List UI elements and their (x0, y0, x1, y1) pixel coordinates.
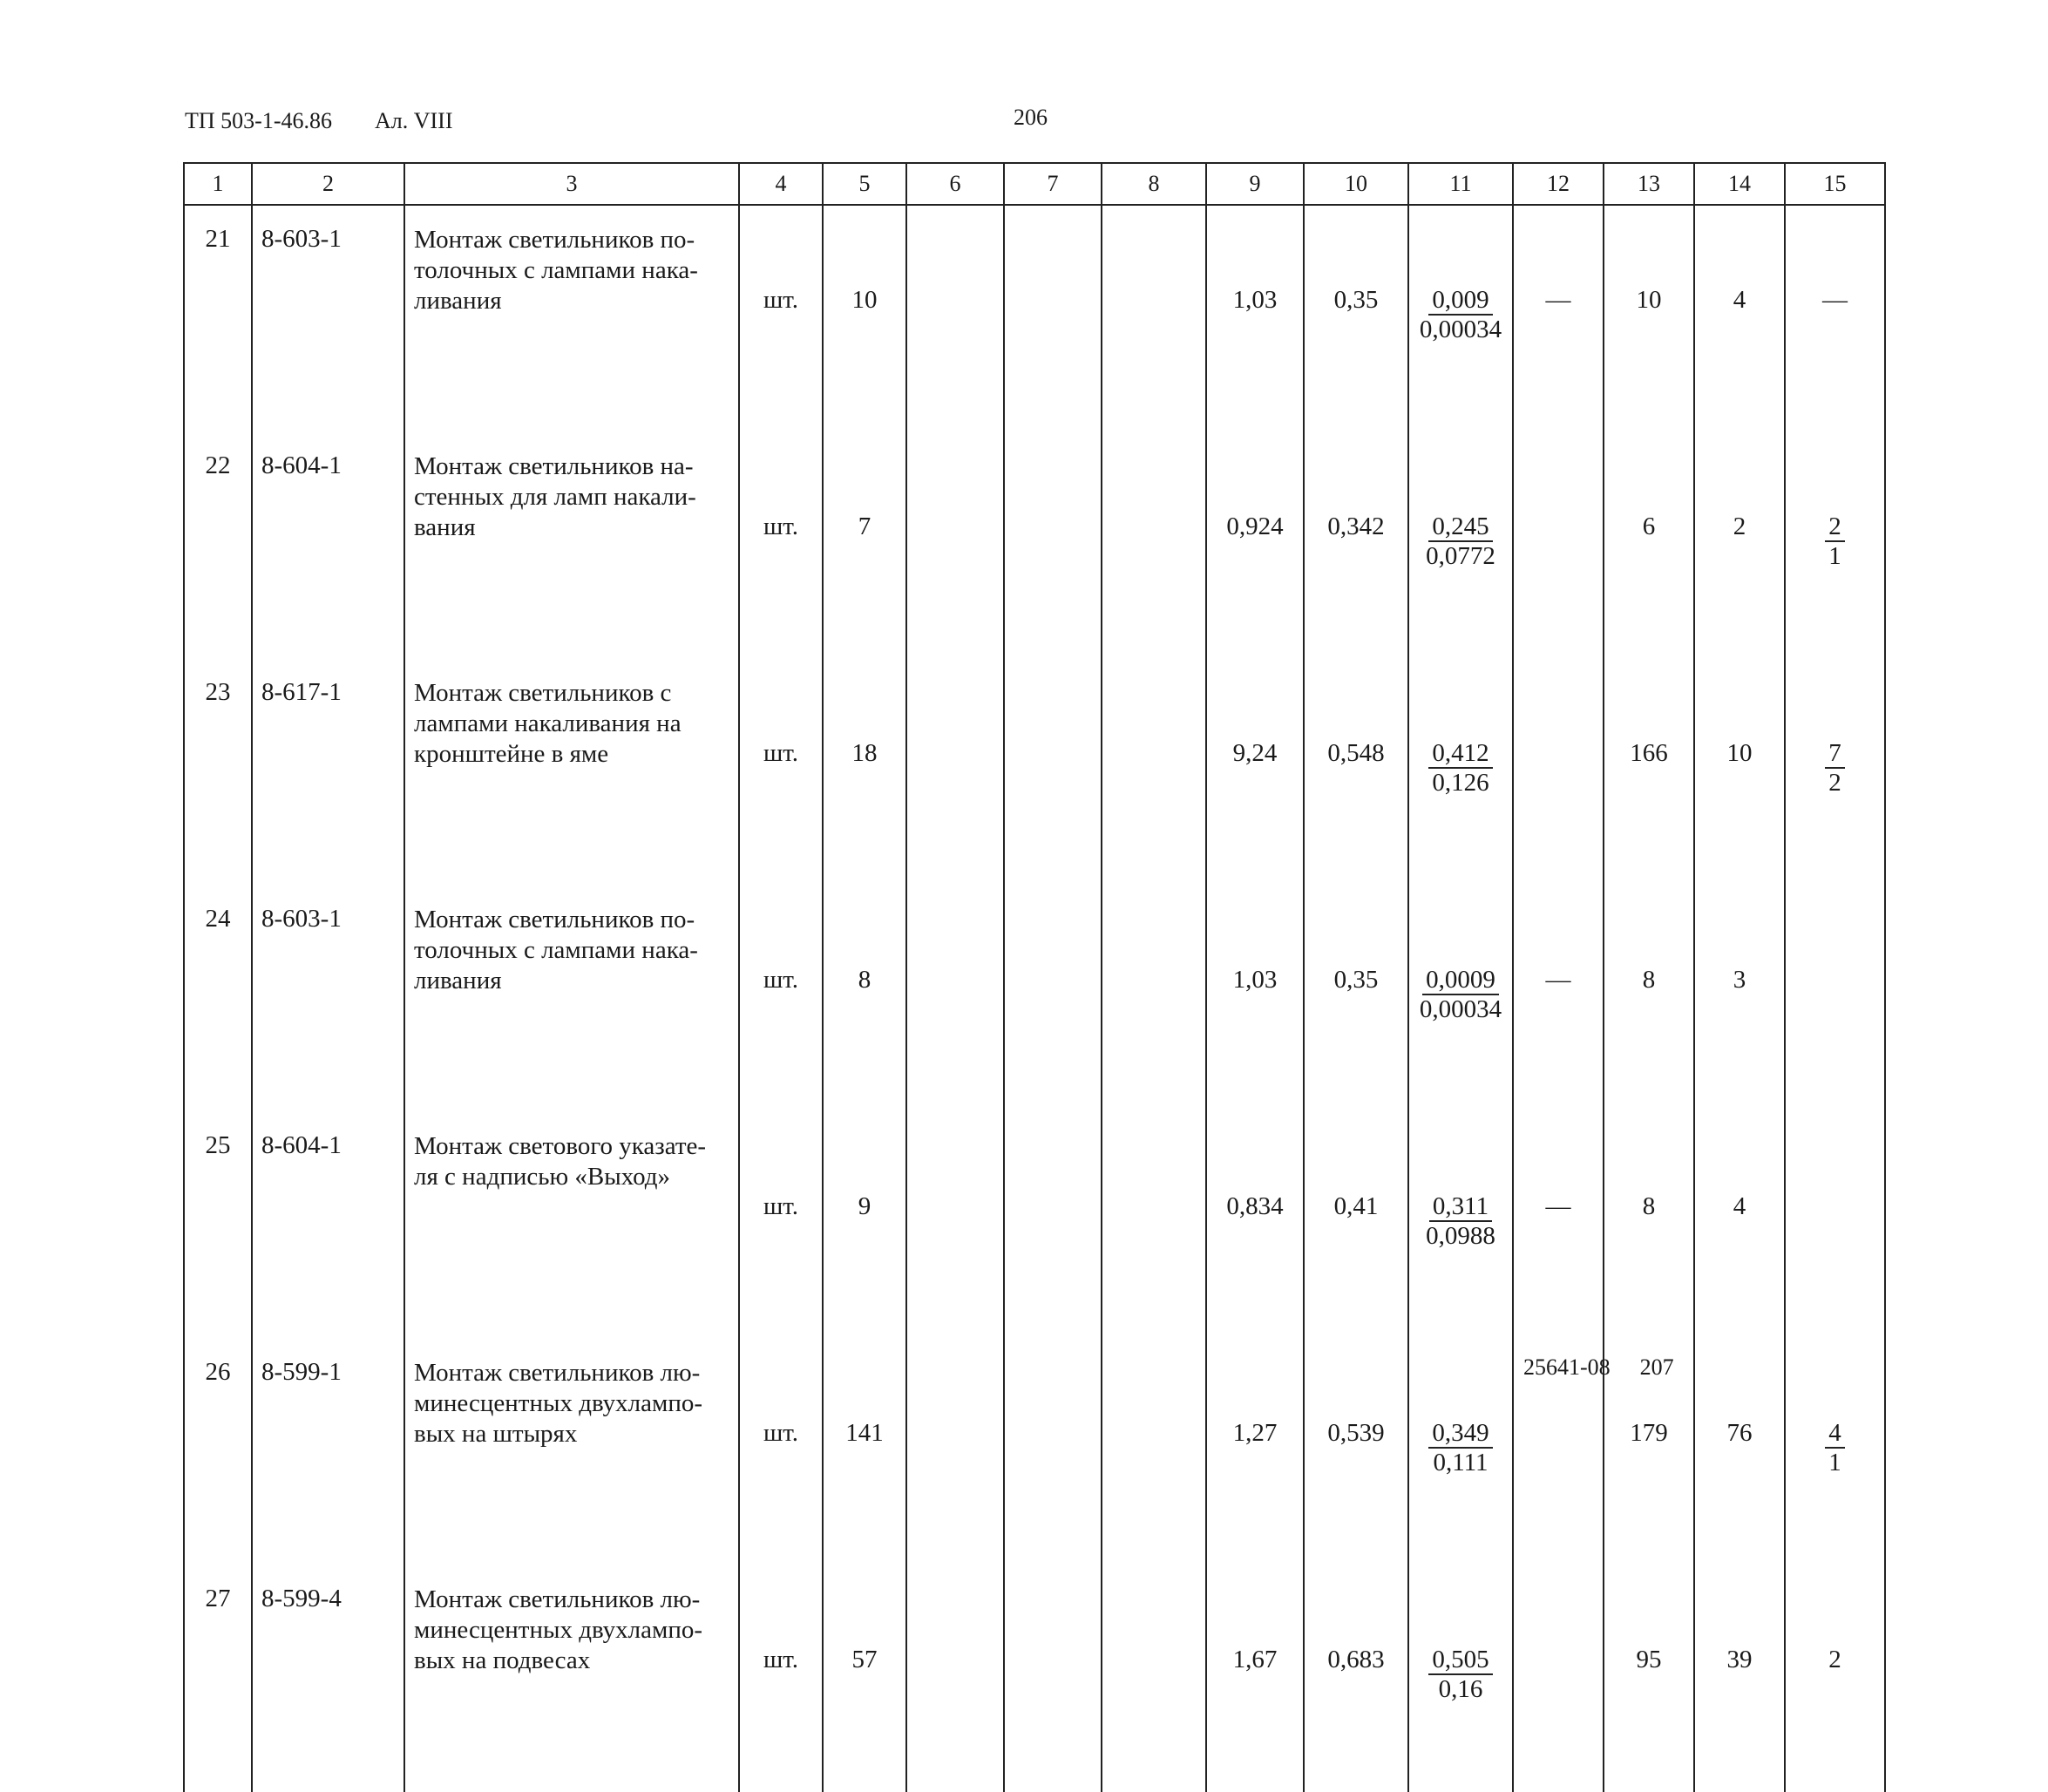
work-description (404, 1565, 739, 1792)
quantity: 57 (823, 1565, 906, 1792)
fraction-denominator: 0,00034 (1419, 316, 1502, 343)
fraction (1416, 966, 1505, 1023)
fraction-numerator: 0,245 (1428, 512, 1492, 542)
work-description (404, 659, 739, 886)
fraction-denominator: 0,00034 (1419, 995, 1502, 1023)
description-line: лампами накаливания на (414, 709, 682, 737)
table-row (184, 659, 1885, 886)
rate-code: 8-599-4 (252, 1565, 404, 1792)
fraction-numerator: 0,311 (1429, 1192, 1492, 1222)
col-11-fraction (1408, 432, 1513, 659)
description-line: вых на штырях (414, 1420, 578, 1448)
description-line: Монтаж светильников лю- (414, 1585, 701, 1613)
col-8 (1102, 1112, 1206, 1339)
fraction (1416, 286, 1505, 343)
col-10: 0,342 (1304, 432, 1408, 659)
fraction (1428, 1646, 1492, 1703)
col-11-fraction (1408, 886, 1513, 1112)
col-11-fraction (1408, 1339, 1513, 1565)
col-10: 0,35 (1304, 205, 1408, 432)
column-header: 8 (1102, 163, 1206, 205)
fraction (1825, 739, 1845, 797)
row-number: 22 (184, 432, 252, 659)
sheet-code: 25641-08 (1523, 1354, 1611, 1380)
page-number: 206 (1014, 105, 1048, 130)
rate-code: 8-603-1 (252, 886, 404, 1112)
fraction (1825, 512, 1845, 570)
column-header: 5 (823, 163, 906, 205)
col-9: 1,67 (1206, 1565, 1304, 1792)
unit: шт. (739, 659, 823, 886)
table-body (184, 205, 1885, 1792)
fraction-denominator: 1 (1828, 1449, 1841, 1476)
fraction-denominator: 0,126 (1432, 769, 1489, 797)
col-15 (1785, 1112, 1885, 1339)
col-7 (1004, 1112, 1102, 1339)
row-number: 21 (184, 205, 252, 432)
col-12 (1513, 1565, 1604, 1792)
description-line: Монтаж светильников с (414, 679, 672, 707)
col-12: — (1513, 1112, 1604, 1339)
fraction-denominator: 0,16 (1438, 1675, 1483, 1703)
fraction-numerator: 4 (1825, 1419, 1845, 1449)
quantity: 9 (823, 1112, 906, 1339)
col-14: 39 (1694, 1565, 1785, 1792)
col-6 (906, 205, 1004, 432)
work-description (404, 1112, 739, 1339)
col-9: 9,24 (1206, 659, 1304, 886)
row-number: 23 (184, 659, 252, 886)
col-10: 0,539 (1304, 1339, 1408, 1565)
description-line: стенных для ламп накали- (414, 483, 696, 511)
column-header: 9 (1206, 163, 1304, 205)
col-6 (906, 659, 1004, 886)
col-15: — (1785, 205, 1885, 432)
fraction-numerator: 0,349 (1428, 1419, 1492, 1449)
fraction-numerator: 0,412 (1428, 739, 1492, 769)
column-header: 10 (1304, 163, 1408, 205)
column-header: 15 (1785, 163, 1885, 205)
col-14: 4 (1694, 1112, 1785, 1339)
column-header: 2 (252, 163, 404, 205)
fraction-numerator: 2 (1825, 512, 1845, 542)
rate-code: 8-599-1 (252, 1339, 404, 1565)
col-11-fraction (1408, 205, 1513, 432)
fraction-numerator: 0,009 (1428, 286, 1492, 316)
fraction-denominator: 2 (1828, 769, 1841, 797)
col-9: 1,03 (1206, 205, 1304, 432)
quantity: 7 (823, 432, 906, 659)
col-6 (906, 1339, 1004, 1565)
row-number: 25 (184, 1112, 252, 1339)
row-number: 27 (184, 1565, 252, 1792)
col-12: — (1513, 205, 1604, 432)
description-line: Монтаж светового указате- (414, 1132, 707, 1160)
col-10: 0,548 (1304, 659, 1408, 886)
col-13: 10 (1604, 205, 1694, 432)
col-11-fraction (1408, 1565, 1513, 1792)
quantity: 10 (823, 205, 906, 432)
rate-code: 8-604-1 (252, 432, 404, 659)
col-13: 179 (1604, 1339, 1694, 1565)
unit: шт. (739, 886, 823, 1112)
description-line: вых на подвесах (414, 1646, 591, 1674)
col-7 (1004, 886, 1102, 1112)
description-line: Монтаж светильников по- (414, 226, 695, 254)
col-15 (1785, 1339, 1885, 1565)
work-description (404, 205, 739, 432)
table-row (184, 886, 1885, 1112)
table-row (184, 1112, 1885, 1339)
fraction-numerator: 0,505 (1428, 1646, 1492, 1675)
col-6 (906, 886, 1004, 1112)
fraction (1422, 512, 1499, 570)
quantity: 8 (823, 886, 906, 1112)
table-row (184, 1565, 1885, 1792)
row-number: 26 (184, 1339, 252, 1565)
description-line: Монтаж светильников на- (414, 452, 694, 480)
col-8 (1102, 886, 1206, 1112)
fraction-denominator: 0,0988 (1426, 1222, 1495, 1250)
col-8 (1102, 1339, 1206, 1565)
fraction-denominator: 1 (1828, 542, 1841, 570)
col-10: 0,35 (1304, 886, 1408, 1112)
column-header: 11 (1408, 163, 1513, 205)
col-8 (1102, 432, 1206, 659)
description-line: толочных с лампами нака- (414, 936, 698, 964)
col-11-fraction (1408, 1112, 1513, 1339)
unit: шт. (739, 432, 823, 659)
table-row (184, 205, 1885, 432)
col-9: 0,834 (1206, 1112, 1304, 1339)
col-14: 2 (1694, 432, 1785, 659)
fraction (1428, 739, 1492, 797)
col-8 (1102, 1565, 1206, 1792)
unit: шт. (739, 1112, 823, 1339)
work-description (404, 886, 739, 1112)
sheet-page: 207 (1639, 1354, 1674, 1380)
quantity: 141 (823, 1339, 906, 1565)
col-15: 2 (1785, 1565, 1885, 1792)
col-12: — (1513, 886, 1604, 1112)
fraction (1825, 1419, 1845, 1476)
col-12 (1513, 432, 1604, 659)
description-line: Монтаж светильников по- (414, 906, 695, 933)
col-13: 95 (1604, 1565, 1694, 1792)
description-line: минесцентных двухлампо- (414, 1389, 703, 1417)
col-9: 0,924 (1206, 432, 1304, 659)
col-9: 1,03 (1206, 886, 1304, 1112)
col-11-fraction (1408, 659, 1513, 886)
col-13: 166 (1604, 659, 1694, 886)
fraction (1422, 1192, 1499, 1250)
description-line: вания (414, 513, 476, 541)
col-7 (1004, 205, 1102, 432)
column-header: 6 (906, 163, 1004, 205)
col-15 (1785, 886, 1885, 1112)
col-13: 8 (1604, 886, 1694, 1112)
description-line: минесцентных двухлампо- (414, 1616, 703, 1644)
quantity: 18 (823, 659, 906, 886)
col-8 (1102, 205, 1206, 432)
unit: шт. (739, 1565, 823, 1792)
rate-code: 8-603-1 (252, 205, 404, 432)
fraction-numerator: 0,0009 (1422, 966, 1499, 995)
col-14: 76 (1694, 1339, 1785, 1565)
column-header: 14 (1694, 163, 1785, 205)
table-row (184, 432, 1885, 659)
col-13: 6 (1604, 432, 1694, 659)
description-line: ливания (414, 287, 502, 315)
col-8 (1102, 659, 1206, 886)
col-10: 0,683 (1304, 1565, 1408, 1792)
col-14: 3 (1694, 886, 1785, 1112)
fraction-numerator: 7 (1825, 739, 1845, 769)
fraction (1428, 1419, 1492, 1476)
document-code: ТП 503-1-46.86 (185, 108, 332, 133)
unit: шт. (739, 205, 823, 432)
column-header: 13 (1604, 163, 1694, 205)
col-7 (1004, 1339, 1102, 1565)
rate-code: 8-617-1 (252, 659, 404, 886)
col-7 (1004, 1565, 1102, 1792)
description-line: ля с надписью «Выход» (414, 1163, 671, 1191)
rate-code: 8-604-1 (252, 1112, 404, 1339)
row-number: 24 (184, 886, 252, 1112)
col-10: 0,41 (1304, 1112, 1408, 1339)
description-line: кронштейне в яме (414, 740, 609, 768)
column-header: 3 (404, 163, 739, 205)
specification-table (183, 162, 1886, 1792)
col-6 (906, 1565, 1004, 1792)
fraction-denominator: 0,0772 (1426, 542, 1495, 570)
col-14: 10 (1694, 659, 1785, 886)
footer (1523, 1354, 1674, 1381)
column-header: 7 (1004, 163, 1102, 205)
album-number: Ал. VIII (375, 108, 453, 133)
description-line: толочных с лампами нака- (414, 256, 698, 284)
col-12 (1513, 659, 1604, 886)
column-header: 4 (739, 163, 823, 205)
col-9: 1,27 (1206, 1339, 1304, 1565)
work-description (404, 432, 739, 659)
column-header: 1 (184, 163, 252, 205)
col-6 (906, 1112, 1004, 1339)
col-15 (1785, 432, 1885, 659)
col-14: 4 (1694, 205, 1785, 432)
description-line: ливания (414, 967, 502, 994)
table-header (184, 163, 1885, 205)
col-6 (906, 432, 1004, 659)
col-7 (1004, 659, 1102, 886)
unit: шт. (739, 1339, 823, 1565)
col-7 (1004, 432, 1102, 659)
col-13: 8 (1604, 1112, 1694, 1339)
description-line: Монтаж светильников лю- (414, 1359, 701, 1387)
column-header: 12 (1513, 163, 1604, 205)
fraction-denominator: 0,111 (1433, 1449, 1489, 1476)
work-description (404, 1339, 739, 1565)
col-15 (1785, 659, 1885, 886)
